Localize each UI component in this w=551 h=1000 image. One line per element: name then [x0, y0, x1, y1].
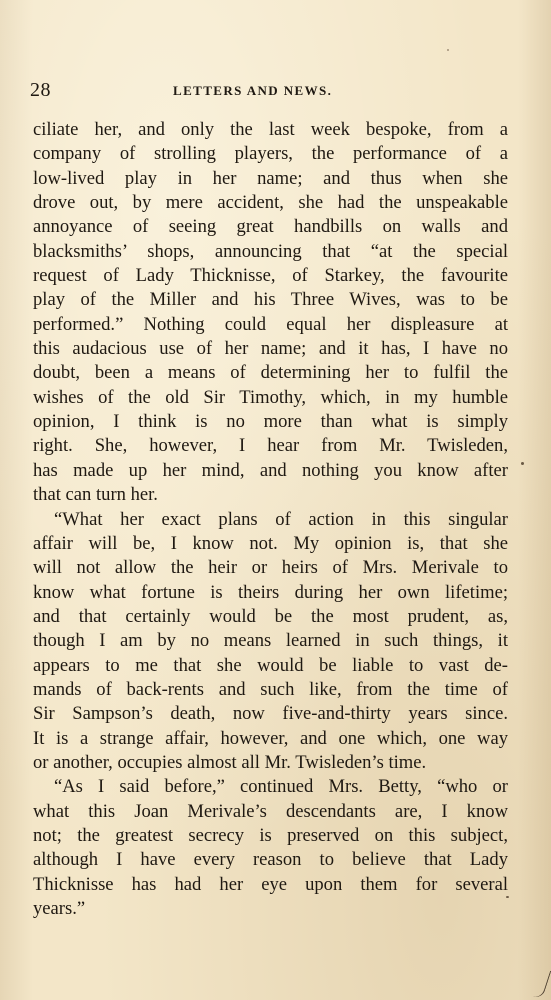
text-line: mands of back-rents and such like, from the time of — [33, 678, 508, 700]
page-number: 28 — [30, 79, 51, 101]
text-line: what this Joan Merivale’s descendants are, I know — [33, 800, 508, 822]
text-line: has made up her mind, and nothing you know after — [33, 459, 508, 481]
running-head — [30, 78, 508, 102]
text-line: low-lived play in her name; and thus when she — [33, 167, 508, 189]
text-line: Thicknisse has had her eye upon them for several — [33, 873, 508, 895]
text-line: and that certainly would be the most prudent, as, — [33, 605, 508, 627]
text-line: performed.” Nothing could equal her displeasure at — [33, 313, 508, 335]
text-line: this audacious use of her name; and it has, I have no — [33, 338, 508, 360]
text-line: although I have every reason to believe that Lady — [33, 849, 508, 871]
paper-speck — [447, 49, 449, 51]
text-line: right. She, however, I hear from Mr. Twisleden, — [33, 435, 508, 457]
text-line: drove out, by mere accident, she had the unspeakable — [33, 192, 508, 214]
text-line: “As I said before,” continued Mrs. Betty, “who or — [54, 776, 508, 798]
text-line: though I am by no means learned in such things, it — [33, 630, 508, 652]
text-line: annoyance of seeing great handbills on walls and — [33, 216, 508, 238]
text-line: play of the Miller and his Three Wives, was to be — [33, 289, 508, 311]
body-text — [33, 118, 508, 921]
text-line: It is a strange affair, however, and one which, one way — [33, 727, 508, 749]
text-line: request of Lady Thicknisse, of Starkey, the favourite — [33, 265, 508, 287]
page-corner-mark — [528, 966, 551, 999]
text-line: not; the greatest secrecy is preserved on this subject, — [33, 824, 508, 846]
text-line: company of strolling players, the performance of a — [33, 143, 508, 165]
text-line: blacksmiths’ shops, announcing that “at the special — [33, 240, 508, 262]
text-line: years.” — [33, 898, 86, 919]
text-line: “What her exact plans of action in this singular — [54, 508, 508, 530]
text-line: affair will be, I know not. My opinion is, that she — [33, 532, 508, 554]
text-line: know what fortune is theirs during her own lifetime; — [33, 581, 508, 603]
text-line: or another, occupies almost all Mr. Twisleden’s time. — [33, 751, 427, 773]
text-line: ciliate her, and only the last week bespoke, from a — [33, 119, 508, 140]
paper-speck — [521, 462, 524, 465]
text-line: wishes of the old Sir Timothy, which, in my humble — [33, 386, 508, 408]
text-line: will not allow the heir or heirs of Mrs. Merivale to — [33, 557, 508, 579]
text-line: appears to me that she would be liable to vast de- — [33, 654, 508, 676]
text-line: opinion, I think is no more than what is simply — [33, 411, 508, 433]
text-line: that can turn her. — [33, 484, 158, 506]
running-title: LETTERS AND NEWS. — [173, 83, 333, 98]
paper-speck — [506, 896, 509, 898]
text-line: doubt, been a means of determining her to fulfil the — [33, 362, 508, 384]
text-line: Sir Sampson’s death, now five-and-thirty years since. — [33, 703, 508, 725]
